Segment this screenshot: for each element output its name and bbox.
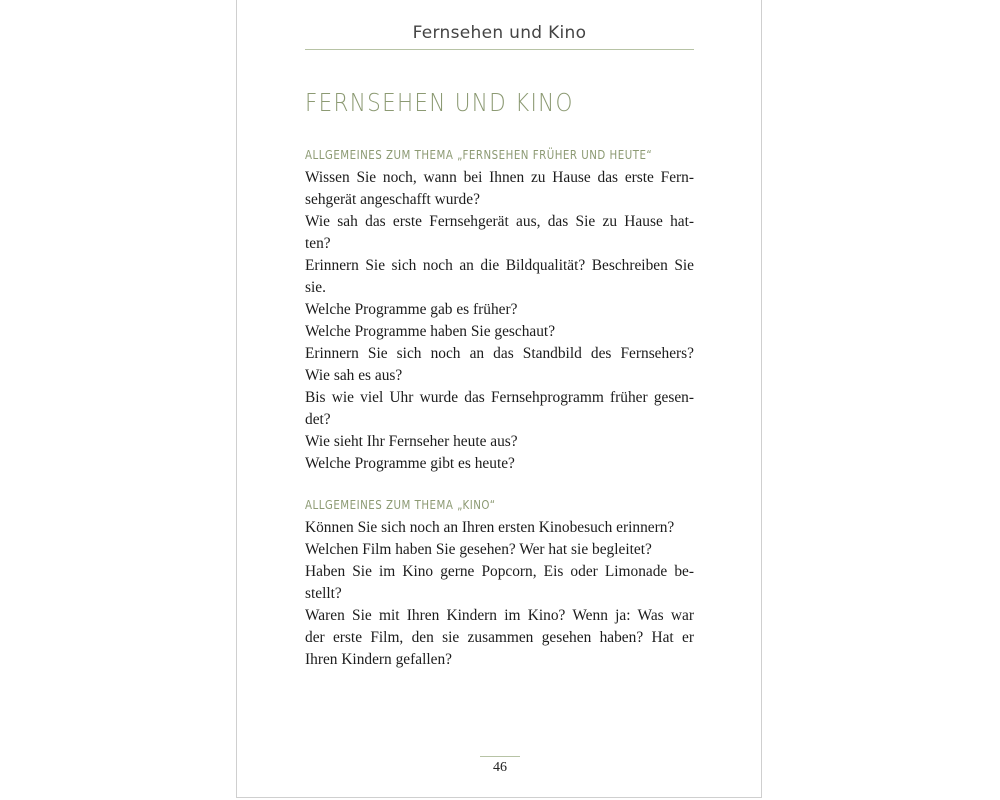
question — [305, 299, 694, 321]
question-line: Waren Sie mit Ihren Kindern im Kino? Wenn ja: Was war — [305, 607, 694, 624]
question — [305, 211, 694, 255]
section-heading: ALLGEMEINES ZUM THEMA „KINO“ — [305, 497, 496, 512]
question-line: Welchen Film haben Sie gesehen? Wer hat sie begleitet? — [305, 541, 652, 558]
section-tv-then-and-now — [305, 145, 694, 475]
question-line: Wissen Sie noch, wann bei Ihnen zu Hause das erste Fern- — [305, 169, 694, 186]
chapter-title: FERNSEHEN UND KINO — [305, 88, 574, 117]
question-line: Welche Programme haben Sie geschaut? — [305, 323, 556, 340]
question — [305, 321, 694, 343]
question-line: ten? — [305, 235, 331, 252]
question-line: sie. — [305, 279, 326, 296]
question-list — [305, 517, 694, 671]
question-line: Bis wie viel Uhr wurde das Fernsehprogramm früher gesen- — [305, 389, 694, 406]
question-line: Erinnern Sie sich noch an die Bildqualität? Beschreiben Sie — [305, 257, 694, 274]
question-line: Wie sah das erste Fernsehgerät aus, das Sie zu Hause hat- — [305, 213, 694, 230]
page-number-rule — [480, 756, 520, 757]
question-line: det? — [305, 411, 331, 428]
section-heading: ALLGEMEINES ZUM THEMA „FERNSEHEN FRÜHER UND HEUTE“ — [305, 147, 653, 162]
question — [305, 167, 694, 211]
section-cinema — [305, 495, 694, 671]
question — [305, 255, 694, 299]
question — [305, 605, 694, 671]
question — [305, 539, 694, 561]
question — [305, 343, 694, 387]
question — [305, 517, 694, 539]
question — [305, 561, 694, 605]
question-line: sehgerät angeschafft wurde? — [305, 191, 480, 208]
question-line: der erste Film, den sie zusammen gesehen haben? Hat er — [305, 629, 694, 646]
question-line: Welche Programme gibt es heute? — [305, 455, 515, 472]
question — [305, 453, 694, 475]
question-line: Wie sah es aus? — [305, 367, 403, 384]
page-number: 46 — [493, 760, 507, 775]
question-line: Erinnern Sie sich noch an das Standbild des Fernsehers? — [305, 345, 694, 362]
question-line: Haben Sie im Kino gerne Popcorn, Eis oder Limonade be- — [305, 563, 694, 580]
question-line: Welche Programme gab es früher? — [305, 301, 518, 318]
book-page — [236, 0, 762, 798]
question-line: Wie sieht Ihr Fernseher heute aus? — [305, 433, 518, 450]
question-line: Können Sie sich noch an Ihren ersten Kinobesuch erinnern? — [305, 519, 675, 536]
question — [305, 387, 694, 431]
question-list — [305, 167, 694, 475]
question-line: Ihren Kindern gefallen? — [305, 651, 452, 668]
running-header: Fernsehen und Kino — [305, 20, 694, 50]
question-line: stellt? — [305, 585, 342, 602]
question — [305, 431, 694, 453]
